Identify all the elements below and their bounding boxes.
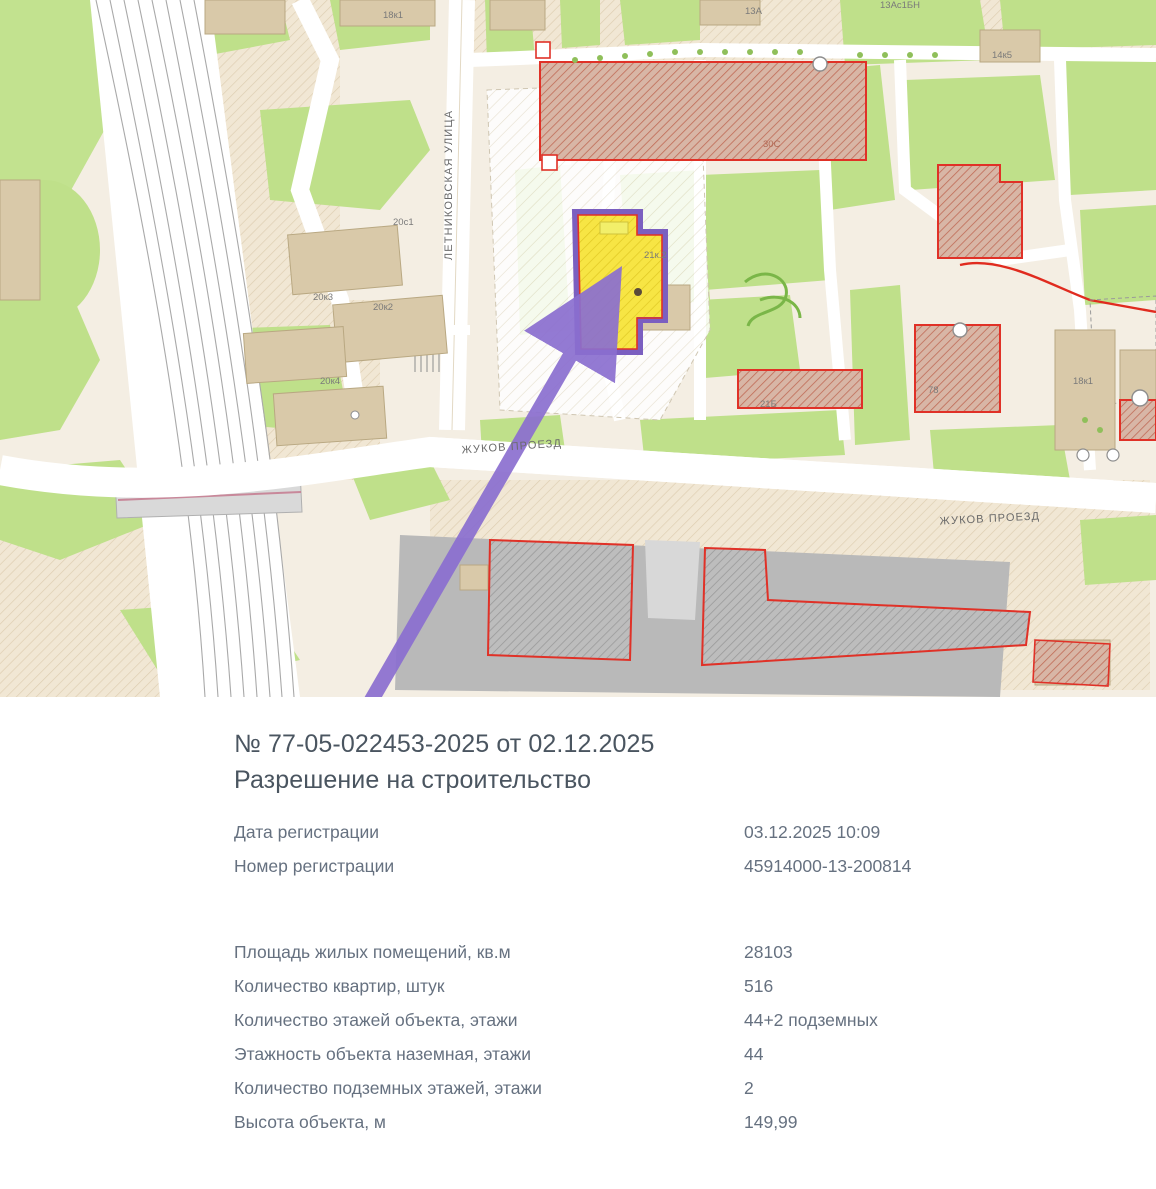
field-label: Номер регистрации: [234, 856, 395, 876]
svg-text:ЛЕТНИКОВСКАЯ УЛИЦА: ЛЕТНИКОВСКАЯ УЛИЦА: [443, 109, 455, 261]
param-value: 44: [744, 1044, 764, 1064]
svg-text:13А: 13А: [745, 6, 762, 17]
registration-fields: [234, 822, 1114, 890]
param-value: 149,99: [744, 1112, 798, 1132]
document-title: [234, 727, 1114, 798]
field-row: [234, 856, 1114, 890]
spacer: [234, 890, 1114, 918]
param-label: Высота объекта, м: [234, 1112, 386, 1132]
param-row: [234, 976, 1114, 1010]
field-row: [234, 822, 1114, 856]
field-label: Дата регистрации: [234, 822, 380, 842]
param-value: 2: [744, 1078, 754, 1098]
svg-text:21Б: 21Б: [760, 399, 777, 410]
document-info-panel: [0, 697, 1156, 1189]
svg-text:20с1: 20с1: [393, 217, 414, 228]
object-parameters: [234, 942, 1114, 1146]
param-label: Количество этажей объекта, этажи: [234, 1010, 518, 1030]
param-value: 516: [744, 976, 774, 996]
param-row: [234, 1044, 1114, 1078]
svg-text:78: 78: [928, 385, 939, 396]
svg-text:18к1: 18к1: [383, 10, 404, 21]
param-row: [234, 1010, 1114, 1044]
svg-text:20к2: 20к2: [373, 302, 394, 313]
svg-text:18к1: 18к1: [1073, 376, 1094, 387]
param-value: 44+2 подземных: [744, 1010, 878, 1030]
document-type: Разрешение на строительство: [234, 765, 592, 794]
svg-text:13Ас1БН: 13Ас1БН: [880, 0, 921, 11]
svg-text:20к3: 20к3: [313, 292, 334, 303]
param-value: 28103: [744, 942, 793, 962]
svg-text:ЖУКОВ ПРОЕЗД: ЖУКОВ ПРОЕЗД: [461, 437, 563, 457]
svg-text:14к5: 14к5: [992, 50, 1013, 61]
param-label: Количество квартир, штук: [234, 976, 445, 996]
param-label: Количество подземных этажей, этажи: [234, 1078, 542, 1098]
svg-text:30С: 30С: [763, 139, 781, 150]
param-row: [234, 1078, 1114, 1112]
param-label: Этажность объекта наземная, этажи: [234, 1044, 532, 1064]
svg-text:ЖУКОВ ПРОЕЗД: ЖУКОВ ПРОЕЗД: [939, 510, 1041, 528]
param-label: Площадь жилых помещений, кв.м: [234, 942, 511, 962]
document-number: № 77-05-022453-2025 от 02.12.2025: [234, 730, 655, 758]
svg-text:21к.2: 21к.2: [644, 250, 667, 261]
field-value: 03.12.2025 10:09: [744, 822, 881, 842]
field-value: 45914000-13-200814: [744, 856, 912, 876]
param-row: [234, 942, 1114, 976]
svg-text:20к4: 20к4: [320, 376, 341, 387]
param-row: [234, 1112, 1114, 1146]
